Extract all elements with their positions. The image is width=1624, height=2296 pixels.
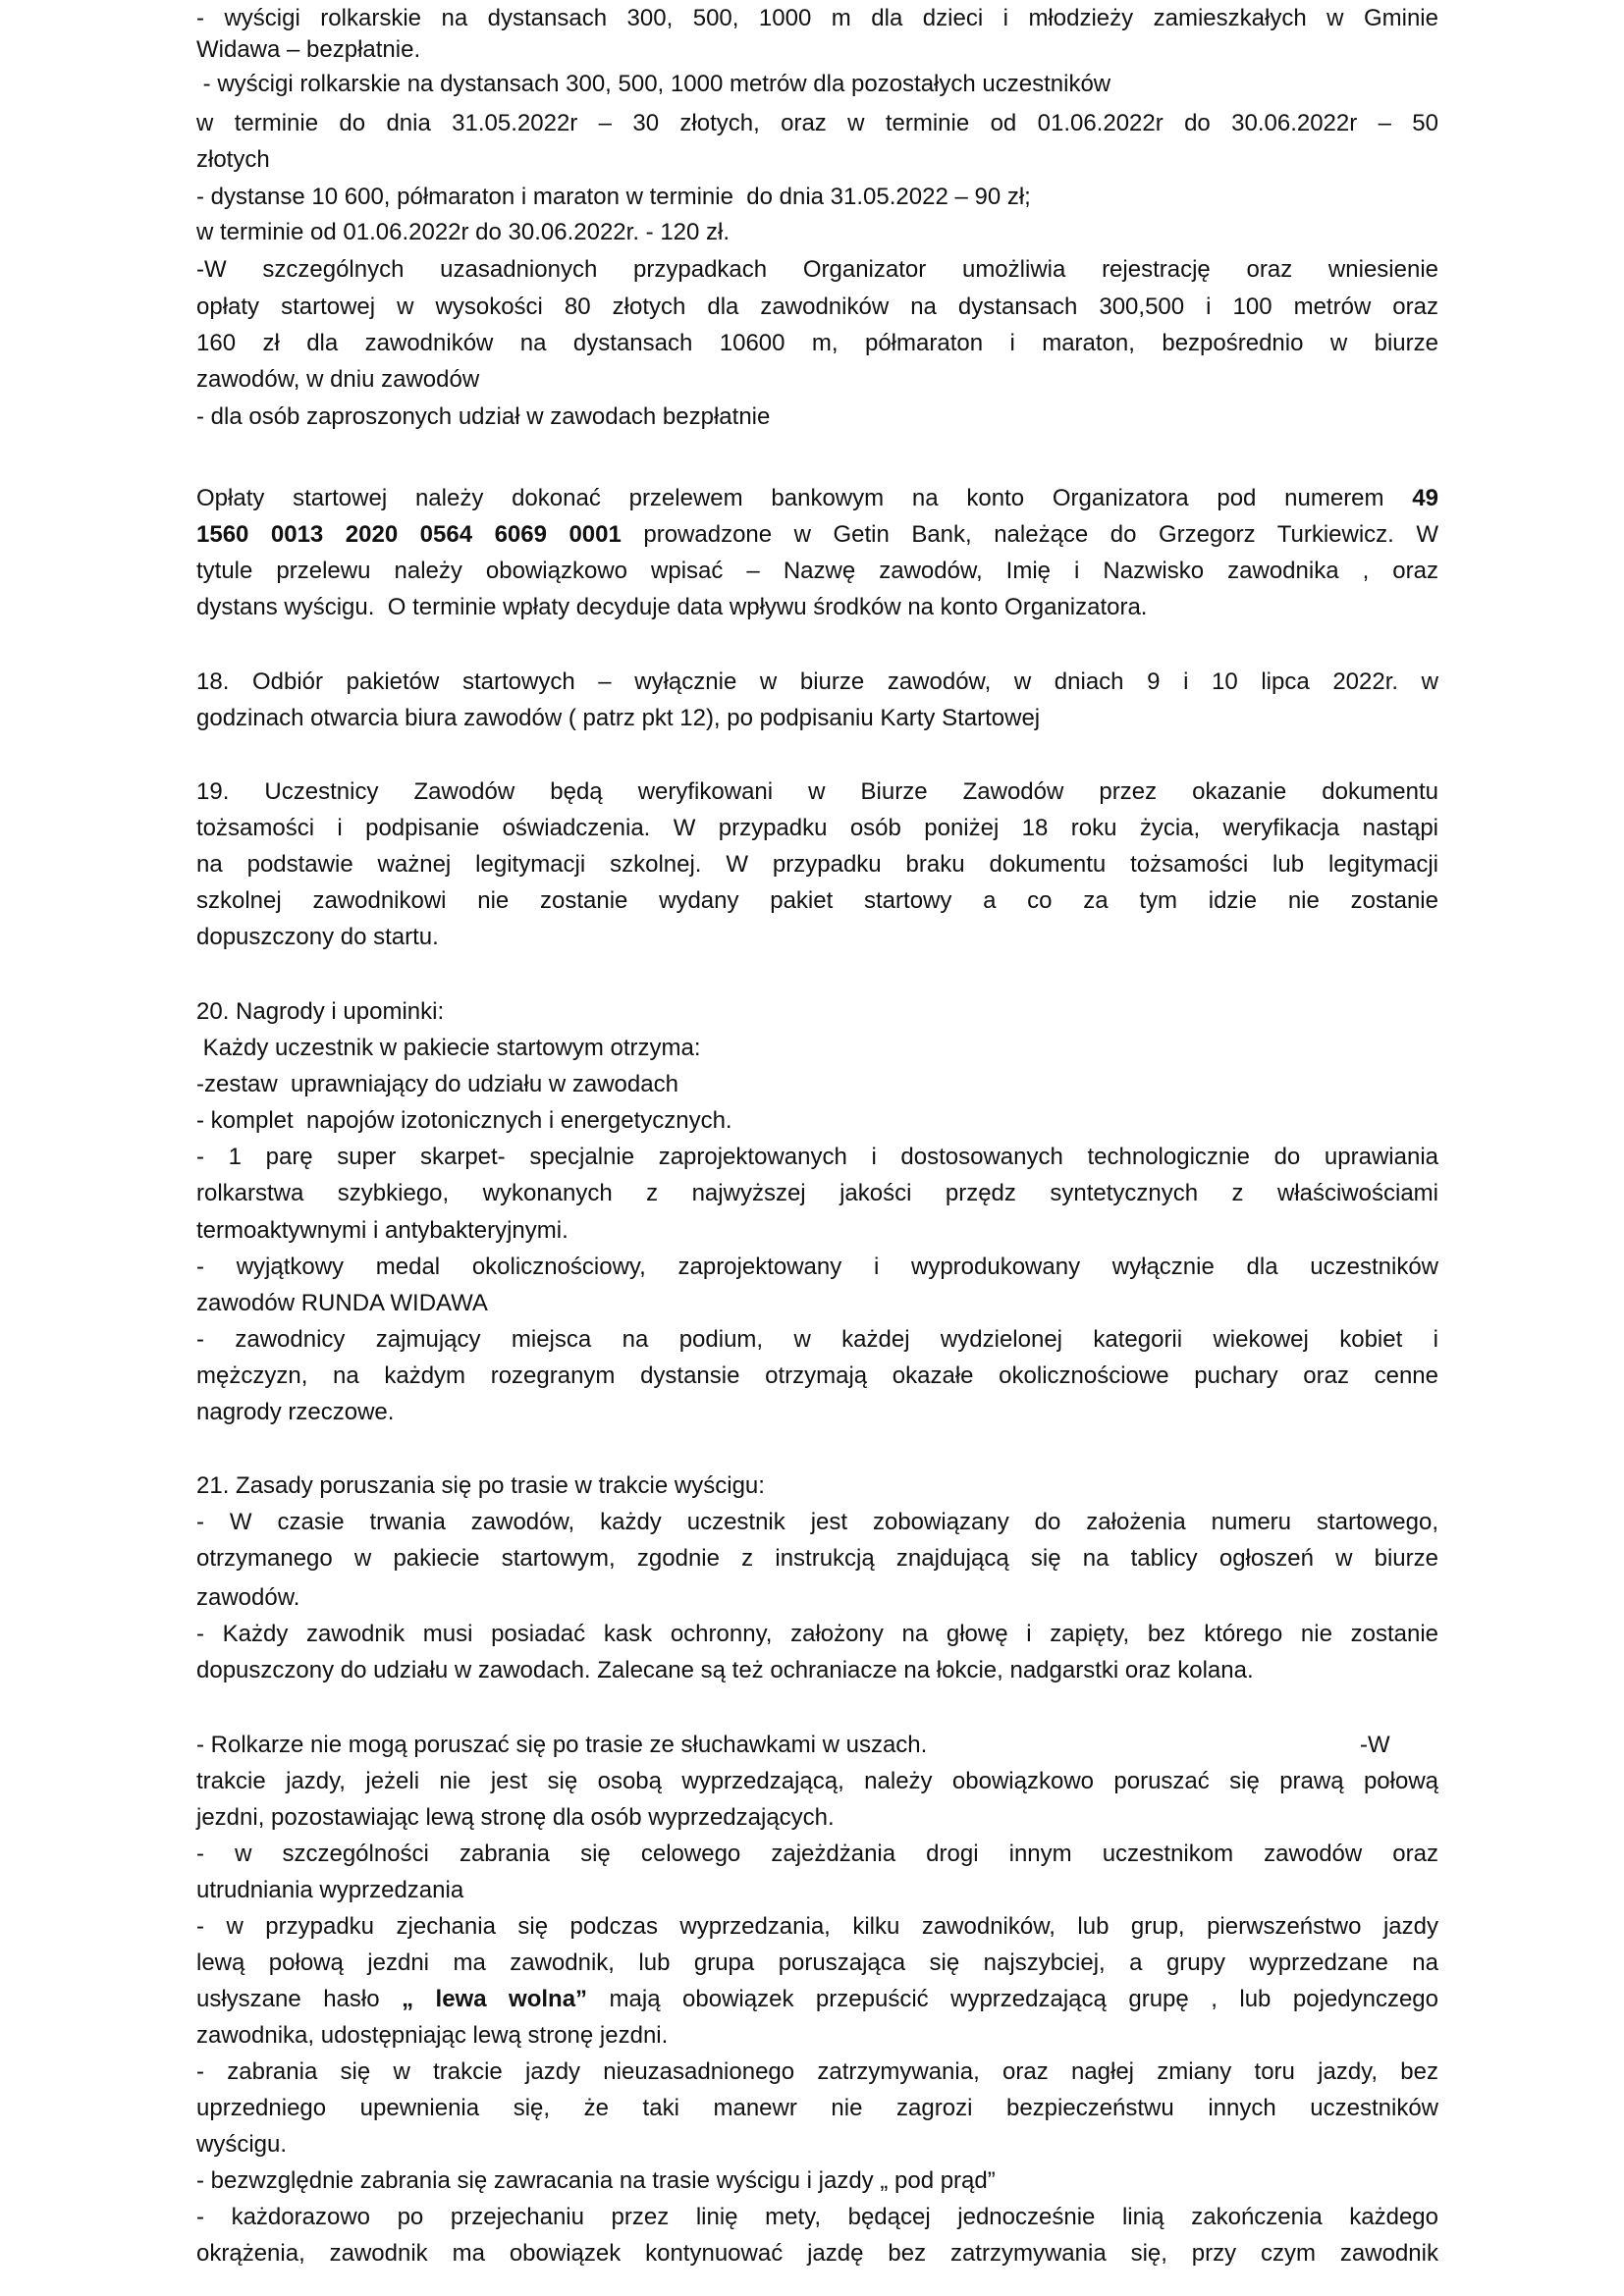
section-21-heading: 21. Zasady poruszania się po trasie w trakcie wyścigu: bbox=[196, 1472, 765, 1499]
payment-line-1 bbox=[196, 484, 1438, 513]
section-21-line-7-end: -W bbox=[1360, 1732, 1390, 1758]
section-19-line-3: na podstawie ważnej legitymacji szkolnej. W przypadku braku dokumentu tożsamości lub legitymacji bbox=[196, 851, 1438, 878]
section-21-line-17: uprzedniego upewnienia się, że taki manewr nie zagrozi bezpieczeństwu innych uczestników bbox=[196, 2095, 1438, 2121]
section-21-line-16: - zabrania się w trakcie jazdy nieuzasadnionego zatrzymywania, oraz nagłej zmiany toru jazdy, bez bbox=[196, 2058, 1438, 2085]
section-19-line-5: dopuszczony do startu. bbox=[196, 924, 439, 950]
section-21-line-14-start: usłyszane hasło bbox=[196, 1986, 403, 2012]
section-18-line-1: 18. Odbiór pakietów startowych – wyłącznie w biurze zawodów, w dniach 9 i 10 lipca 2022r. w bbox=[196, 668, 1438, 695]
section-20-line-5: - 1 parę super skarpet- specjalnie zaprojektowanych i dostosowanych technologicznie do uprawiania bbox=[196, 1144, 1438, 1170]
section-20-line-9: zawodów RUNDA WIDAWA bbox=[196, 1290, 488, 1316]
section-20-line-3: -zestaw uprawniający do udziału w zawodach bbox=[196, 1071, 678, 1097]
section-21-line-7: - Rolkarze nie mogą poruszać się po trasie ze słuchawkami w uszach. bbox=[196, 1732, 928, 1758]
section-21-line-20: - każdorazowo po przejechaniu przez linię mety, będącej jednocześnie linią zakończenia każdego bbox=[196, 2204, 1438, 2230]
section-20-line-7: termoaktywnymi i antybakteryjnymi. bbox=[196, 1217, 568, 1244]
section-20-line-4: - komplet napojów izotonicznych i energetycznych. bbox=[196, 1107, 732, 1134]
section-20-line-11: mężczyzn, na każdym rozegranym dystansie otrzymają okazałe okolicznościowe puchary oraz cenne bbox=[196, 1362, 1438, 1389]
fees-line-4: w terminie do dnia 31.05.2022r – 30 złotych, oraz w terminie od 01.06.2022r do 30.06.2022r – 50 bbox=[196, 110, 1438, 136]
section-21-line-15: zawodnika, udostępniając lewą stronę jezdni. bbox=[196, 2022, 669, 2049]
section-18-line-2: godzinach otwarcia biura zawodów ( patrz pkt 12), po podpisaniu Karty Startowej bbox=[196, 705, 1041, 731]
section-19-line-1: 19. Uczestnicy Zawodów będą weryfikowani w Biurze Zawodów przez okazanie dokumentu bbox=[196, 778, 1438, 805]
section-21-line-5: - Każdy zawodnik musi posiadać kask ochronny, założony na głowę i zapięty, bez którego nie zostanie bbox=[196, 1621, 1438, 1647]
fees-line-2: Widawa – bezpłatnie. bbox=[196, 36, 421, 63]
section-21-line-4: zawodów. bbox=[196, 1584, 300, 1611]
fees-line-9: opłaty startowej w wysokości 80 złotych dla zawodników na dystansach 300,500 i 100 metrów oraz bbox=[196, 294, 1438, 320]
section-20-heading: 20. Nagrody i upominki: bbox=[196, 998, 445, 1025]
section-21-line-21: okrążenia, zawodnik ma obowiązek kontynuować jazdę bez zatrzymywania się, przy czym zawodnik bbox=[196, 2240, 1438, 2267]
section-21-line-12: - w przypadku zjechania się podczas wyprzedzania, kilku zawodników, lub grup, pierwszeństwo jazdy bbox=[196, 1913, 1438, 1940]
section-21-line-14 bbox=[196, 1985, 1438, 2014]
fees-line-10: 160 zł dla zawodników na dystansach 10600 m, półmaraton i maraton, bezpośrednio w biurze bbox=[196, 330, 1438, 356]
section-21-line-11: utrudniania wyprzedzania bbox=[196, 1877, 464, 1903]
section-21-line-8: trakcie jazdy, jeżeli nie jest się osobą wyprzedzającą, należy obowiązkowo poruszać się prawą połową bbox=[196, 1768, 1438, 1794]
section-19-line-4: szkolnej zawodnikowi nie zostanie wydany pakiet startowy a co za tym idzie nie zostanie bbox=[196, 887, 1438, 914]
section-21-line-9: jezdni, pozostawiając lewą stronę dla osób wyprzedzających. bbox=[196, 1804, 835, 1831]
section-20-line-12: nagrody rzeczowe. bbox=[196, 1399, 395, 1425]
section-21-line-6: dopuszczony do udziału w zawodach. Zalecane są też ochraniacze na łokcie, nadgarstki oraz kolana. bbox=[196, 1657, 1254, 1683]
fees-line-12: - dla osób zaproszonych udział w zawodach bezpłatnie bbox=[196, 403, 771, 430]
fees-line-3: - wyścigi rolkarskie na dystansach 300, 500, 1000 metrów dla pozostałych uczestników bbox=[196, 71, 1111, 97]
fees-line-1: - wyścigi rolkarskie na dystansach 300, 500, 1000 m dla dzieci i młodzieży zamieszkałych w Gminie bbox=[196, 5, 1438, 31]
account-number-start: 49 bbox=[1412, 485, 1438, 511]
section-20-line-10: - zawodnicy zajmujący miejsca na podium, w każdej wydzielonej kategorii wiekowej kobiet i bbox=[196, 1326, 1438, 1353]
fees-line-5: złotych bbox=[196, 146, 270, 173]
section-21-line-19: - bezwzględnie zabrania się zawracania na trasie wyścigu i jazdy „ pod prąd” bbox=[196, 2167, 996, 2194]
section-21-line-3: otrzymanego w pakiecie startowym, zgodnie z instrukcją znajdującą się na tablicy ogłoszeń w biurze bbox=[196, 1545, 1438, 1572]
payment-line-2 bbox=[196, 520, 1438, 550]
payment-line-1-text: Opłaty startowej należy dokonać przelewem bankowym na konto Organizatora pod numerem bbox=[196, 485, 1413, 511]
section-20-line-2: Każdy uczestnik w pakiecie startowym otrzyma: bbox=[196, 1035, 701, 1061]
section-19-line-2: tożsamości i podpisanie oświadczenia. W przypadku osób poniżej 18 roku życia, weryfikacja nastąpi bbox=[196, 815, 1438, 841]
lewa-wolna-phrase: „ lewa wolna” bbox=[402, 1986, 588, 2012]
fees-line-6: - dystanse 10 600, półmaraton i maraton w terminie do dnia 31.05.2022 – 90 zł; bbox=[196, 184, 1031, 210]
section-20-line-6: rolkarstwa szybkiego, wykonanych z najwyższej jakości przędz syntetycznych z właściwościami bbox=[196, 1180, 1438, 1206]
section-20-line-8: - wyjątkowy medal okolicznościowy, zaprojektowany i wyprodukowany wyłącznie dla uczestników bbox=[196, 1254, 1438, 1280]
section-21-line-18: wyścigu. bbox=[196, 2131, 288, 2158]
section-21-line-10: - w szczególności zabrania się celowego zajeżdżania drogi innym uczestnikom zawodów oraz bbox=[196, 1841, 1438, 1867]
section-21-line-2: - W czasie trwania zawodów, każdy uczestnik jest zobowiązany do założenia numeru startowego, bbox=[196, 1509, 1438, 1535]
fees-line-7: w terminie od 01.06.2022r do 30.06.2022r. - 120 zł. bbox=[196, 219, 731, 245]
fees-line-8: -W szczególnych uzasadnionych przypadkach Organizator umożliwia rejestrację oraz wniesienie bbox=[196, 256, 1438, 283]
fees-line-11: zawodów, w dniu zawodów bbox=[196, 366, 480, 393]
payment-line-4: dystans wyścigu. O terminie wpłaty decyduje data wpływu środków na konto Organizatora. bbox=[196, 594, 1148, 620]
payment-line-2-text: prowadzone w Getin Bank, należące do Grzegorz Turkiewicz. W bbox=[621, 521, 1438, 548]
section-21-line-13: lewą połową jezdni ma zawodnik, lub grupa poruszająca się najszybciej, a grupy wyprzedzane na bbox=[196, 1949, 1438, 1976]
section-21-line-14-end: mają obowiązek przepuścić wyprzedzającą grupę , lub pojedynczego bbox=[587, 1986, 1438, 2012]
account-number: 1560 0013 2020 0564 6069 0001 bbox=[196, 521, 622, 548]
payment-line-3: tytule przelewu należy obowiązkowo wpisać – Nazwę zawodów, Imię i Nazwisko zawodnika , oraz bbox=[196, 558, 1438, 584]
